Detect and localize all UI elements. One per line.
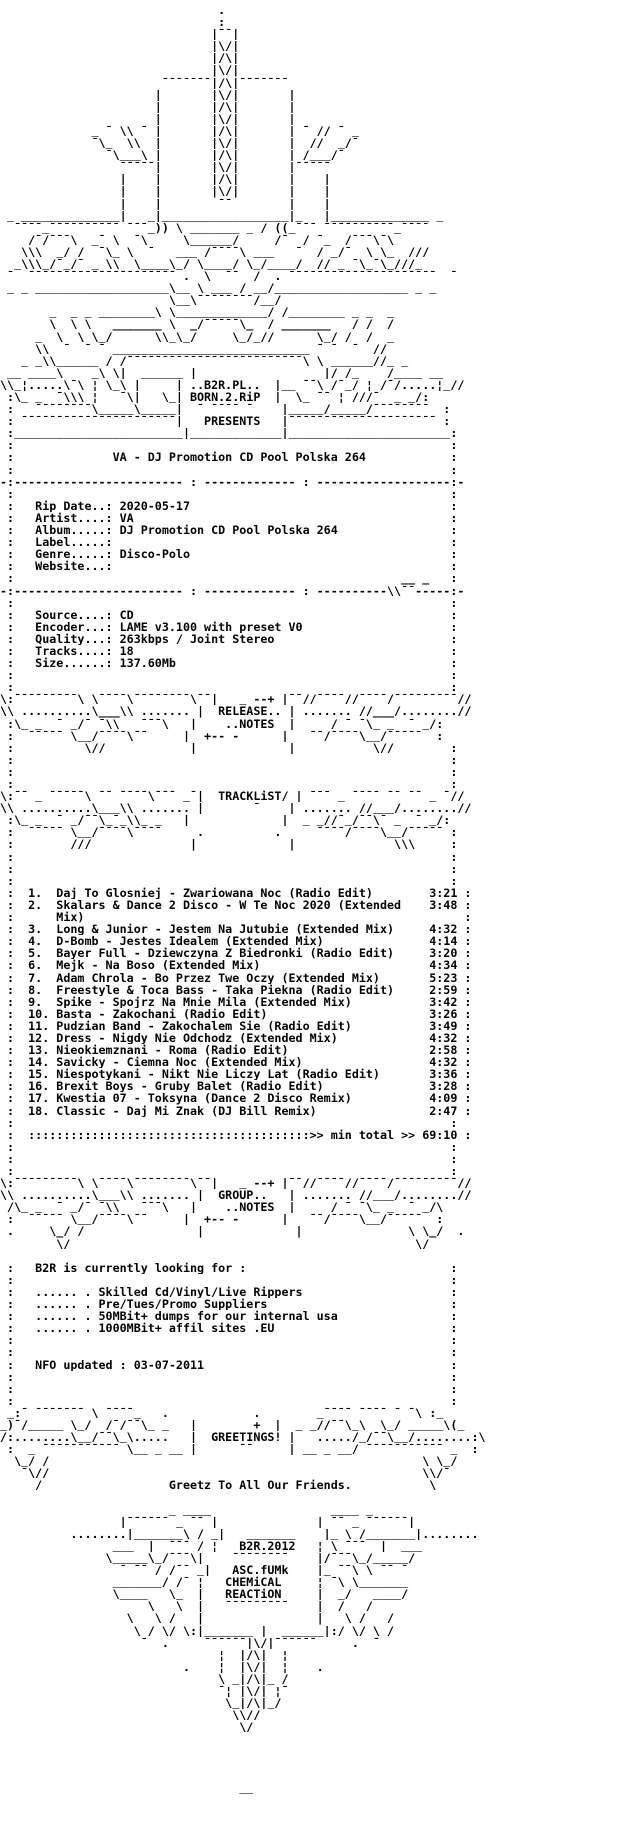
nfo-line: : __ _ : (0, 572, 458, 585)
nfo-line: _ _ _ ________\ \_____________/ /________ _ _ _ (0, 306, 395, 319)
nfo-line: ¯ ¯¯¯¯¯¯¯¯¯¯¯¯¯¯¯¯¯¯¯¯¯ . \ ¯¯ / . ¯¯¯¯¯¯¯¯¯¯¯¯¯¯¯¯¯¯¯¯¯ ¯ (0, 270, 458, 283)
nfo-line: : 11. Pudzian Band - Zakochalem Sie (Radio Edit) 3:49 : (0, 1019, 472, 1032)
nfo-line: _ _\\______ / /¯¯¯¯¯¯¯¯¯¯¯¯¯¯¯¯¯¯¯¯¯¯¯¯¯\ \ ______//_ _ (0, 354, 409, 367)
nfo-line: : 9. Spike - Spojrz Na Mnie Mila (Extended Mix) 3:42 : (0, 995, 472, 1008)
nfo-line: : ¯¯¯¯¯ \__/¯¯¯¯\¯¯ | +-- - | ¯¯/¯¯¯¯\__/¯¯¯¯¯ : (0, 729, 444, 742)
nfo-line: _\\\_/¯_/¯ _ \\ \____\_/ \____/ \_/____/ // _ ¯\_¯\_///_ (0, 257, 423, 271)
nfo-line: \\_¦.....\¯\ ¦ \_\ | | ..B2R.PL.. |__ ¯¯\ /¯_/ ¦ /¯/.....¦_// (0, 378, 465, 391)
nfo-line: ¯\___\ | |/\| | /___/¯ (0, 149, 345, 162)
nfo-line: /:........\__/¯¯\_\..... | GREETINGS! | ...../_/¯¯\__/........:\ (0, 1431, 486, 1444)
nfo-line: : ...... . Skilled Cd/Vinyl/Live Rippers : (0, 1285, 458, 1299)
nfo-line: . ¦ |\/| ¦ . (0, 1660, 324, 1673)
nfo-line: : : (0, 681, 458, 694)
nfo-line: \:¯¯¯¯¯¯¯¯¯\ \¯¯¯¯\¯¯¯¯¯¯¯¯\¯¯| _ --+ |¯¯//¯¯¯¯//¯¯¯¯/¯¯¯¯¯¯¯¯¯// (0, 1177, 472, 1190)
nfo-line: : ¯¯¯¯¯¯¯¯\_____\_____| ¯ ¯¯¯¯ ¯ |_____/_____/¯¯¯¯¯¯¯¯ : (0, 403, 451, 416)
nfo-line (0, 1492, 632, 1504)
nfo-line: : : (0, 1382, 458, 1395)
nfo-line: |¯¯¯¯¯¯ _ ¯¯ | | ¯¯ _ ¯¯¯¯¯¯| (0, 1515, 416, 1528)
nfo-line: : Tracks....: 18 : (0, 644, 458, 658)
nfo-line: | | |/\| | | (0, 173, 331, 186)
nfo-line: : ...... . 1000MBit+ affil sites .EU : (0, 1322, 458, 1335)
nfo-line: _ ______________| _|__________________|_ |______________ _ (0, 209, 444, 222)
nfo-line: : : (0, 778, 458, 791)
nfo-line: : ...... . Pre/Tues/Promo Suppliers : (0, 1298, 458, 1311)
nfo-line: : /// | | \\\ : (0, 838, 458, 851)
nfo-line: : 12. Dress - Nigdy Nie Odchodz (Extended Mix) 4:32 : (0, 1031, 472, 1045)
nfo-line: : _ ¯¯¯¯¯¯¯¯¯¯¯ \__ _ __ | ¯¯ | __ _ __/ ¯¯¯¯¯¯¯¯¯¯¯ _ : (0, 1443, 479, 1456)
nfo-line: _)¯/_____ \_/ /¯/¯¯\_ _ | + | _ _//¯¯\_\ \_/ _____\(_ (0, 1418, 465, 1432)
nfo-line: : 17. Kwestia 07 - Toksyna (Dance 2 Disco Remix) 4:09 : (0, 1092, 472, 1105)
nfo-line: : 3. Long & Junior - Jestem Na Jutubie (Extended Mix) 4:32 : (0, 923, 472, 936)
nfo-line: : 18. Classic - Daj Mi Znak (DJ Bill Remix) 2:47 : (0, 1104, 472, 1117)
nfo-line: | | |\/| | | (0, 185, 331, 198)
nfo-line: :\_ _ ¯ _/¯¯\_¯_\\_ _ | | _ _//¯_/¯¯\¯ _ ¯ _/: (0, 814, 451, 827)
nfo-line: ¯¯¯¯_¯¯¯¯¯¯¯¯¯¯ ¯¯¯_)) \ _______ _ / ((_¯¯¯ ¯¯¯¯¯¯¯¯¯¯_¯¯¯¯ (0, 221, 430, 234)
nfo-line: \\ ¯ ¯ ¯ ____________________________ ¯ ¯ ¯ // (0, 342, 388, 355)
nfo-line: : : (0, 1394, 458, 1407)
nfo-line: \__\¯¯¯¯¯¯¯¯/__/ (0, 294, 282, 307)
nfo-line: : : (0, 1334, 458, 1347)
nfo-text (0, 4, 632, 1794)
nfo-line: | | ¯¯ | | (0, 197, 331, 210)
nfo-line: _ \ \ \_/ \\_\_/ \_/_// \_/ / / _ (0, 330, 395, 343)
nfo-line: : : (0, 765, 458, 778)
nfo-line: -:------------------------ : ------------- : -------------------:- (0, 475, 465, 488)
nfo-line: : Quality...: 263kbps / Joint Stereo : (0, 632, 458, 645)
nfo-line: ¯ . ¯¯¯¯¯¯|\/|¯¯¯¯¯¯ . ¯ (0, 1636, 380, 1649)
nfo-line: :\_ _ ¯\\\ ¦ ¯\| \_| BORN.2.RiP | \_ ¯¯ ¦ ///¯ _ _/: (0, 391, 430, 404)
nfo-line: : : (0, 487, 458, 500)
nfo-line: : Encoder...: LAME v3.100 with preset V0 : (0, 620, 458, 633)
nfo-line: : : (0, 1116, 458, 1129)
nfo-line: : : (0, 463, 458, 476)
nfo-line: \\ ..........\___\\ ....... | ¯ | ....... //___/........// (0, 802, 472, 815)
nfo-line: / Greetz To All Our Friends. \ (0, 1479, 437, 1492)
nfo-line: : : (0, 1346, 458, 1359)
nfo-line: /\_ _ ¯ _/¯ ¯\\ ¯¯¯\ | ..NOTES | / ¯ ¯\_ _ ¯ _/\ (0, 1201, 444, 1214)
nfo-line: ¯¯¯¯¯| |\/| |¯¯¯¯¯ (0, 161, 331, 174)
nfo-line: \\ ..........\___\\ ....... | GROUP.. | ....... //___/........// (0, 1189, 472, 1202)
nfo-line: : : (0, 1370, 458, 1383)
nfo-line: \ \ | ¯¯¯¯¯¯¯¯¯ | / / (0, 1600, 373, 1613)
nfo-line: __ (0, 1781, 254, 1794)
nfo-line: : ¯¯¯¯¯¯¯¯¯¯¯¯¯¯¯¯¯¯¯¯¯¯| PRESENTS |¯¯¯¯¯¯¯¯¯¯¯¯¯¯¯¯¯¯¯¯¯ : (0, 415, 451, 428)
nfo-line: |\/| (0, 64, 240, 77)
nfo-line: : : (0, 1165, 458, 1178)
nfo-line: _ ¯ \\ ¯ | |/\| | ¯ // ¯ _ (0, 124, 359, 138)
nfo-line: : Genre.....: Disco-Polo : (0, 548, 458, 561)
nfo-line (0, 1746, 632, 1758)
nfo-line: : 14. Savicky - Ciemna Noc (Extended Mix) 4:32 : (0, 1056, 472, 1069)
nfo-line: |\/| (0, 40, 240, 53)
nfo-line: \\\ _/ / ¯\_ \ ¯ ___ /¯¯¯¯\ ___ ¯ / _/¯ \ \_ /// (0, 245, 430, 258)
nfo-line: : : (0, 669, 458, 682)
nfo-line: : Size......: 137.60Mb : (0, 657, 458, 670)
nfo-line: : ::::::::::::::::::::::::::::::::::::::::>> min total >> 69:10 : (0, 1128, 472, 1141)
nfo-line: : 5. Bayer Full - Dziewczyna Z Biedronki (Radio Edit) 3:20 : (0, 947, 472, 960)
nfo-line: : Album.....: DJ Promotion CD Pool Polska 264 : (0, 524, 458, 537)
nfo-line: |¯¯| (0, 28, 240, 41)
nfo-line: \/ \/ (0, 1237, 430, 1250)
nfo-line: ¯\// \\/¯ (0, 1467, 451, 1480)
nfo-line: ¯ ¯¯ / /¯¯ _| ASC.fUMk |_ ¯¯\ \ ¯¯ ¯ (0, 1564, 409, 1577)
nfo-line: : B2R is currently looking for : : (0, 1261, 458, 1274)
nfo-line: \ \ / | | \ / / (0, 1612, 395, 1625)
nfo-line: \:¯¯ _ ¯¯¯¯¯\ ¯¯ ¯¯¯¯\¯¯¯ _¯| TRACKLiST/ | ¯¯¯ _ ¯¯¯¯ ¯¯ ¯¯ _ ¯// (0, 790, 465, 803)
nfo-line: _ _ ___________________\__ \ ___ / __/___________________ _ _ (0, 282, 437, 295)
nfo-line: | |\/| | (0, 112, 296, 125)
nfo-line: : : (0, 753, 458, 766)
nfo-line: \ \ \ _______ \ _/¯¯¯¯¯\_ / _______ / / / (0, 318, 395, 331)
nfo-line: : : (0, 850, 458, 863)
nfo-line: : 16. Brexit Boys - Gruby Balet (Radio Edit) 3:28 : (0, 1080, 472, 1093)
nfo-line: ¯¦ |\/| ¦¯ (0, 1685, 289, 1698)
nfo-line: : NFO updated : 03-07-2011 : (0, 1358, 458, 1371)
nfo-line: : Rip Date..: 2020-05-17 : (0, 499, 458, 512)
nfo-line: \_/ / \ \_/ (0, 1455, 458, 1468)
nfo-line: \\ ..........\___\\ ....... | RELEASE.. | ....... //___/........// (0, 705, 472, 718)
nfo-line: : : (0, 862, 458, 875)
nfo-line: ¦ |/\| ¦ (0, 1648, 289, 1661)
nfo-line (0, 1250, 632, 1262)
nfo-line: \_|/\|_/ (0, 1697, 282, 1710)
nfo-line: : 8. Freestyle & Toca Bass - Taka Piekna (Radio Edit) 2:59 : (0, 983, 472, 996)
nfo-line: . \_/ / | | \ \_/ . (0, 1225, 465, 1238)
nfo-line: : : (0, 1152, 458, 1165)
nfo-line: : : (0, 1140, 458, 1153)
nfo-line: :\_ _ ¯ _/¯ ¯\\ ¯¯¯\ | ..NOTES | / ¯ ¯\_ _ ¯ _/: (0, 717, 444, 730)
nfo-line: : : (0, 439, 458, 452)
nfo-line: | |\/| | (0, 88, 296, 101)
nfo-line: \_____\_/¯¯¯\| ¯¯¯¯¯¯¯¯ |/¯¯¯\_/_____/ (0, 1552, 416, 1565)
nfo-line: : ¯¯¯¯¯ \__/¯¯¯¯\¯¯¯¯ . . ¯¯¯¯/¯¯¯¯\__/¯¯¯¯¯ : (0, 826, 458, 839)
nfo-line: : (0, 16, 226, 29)
nfo-line: : : (0, 874, 458, 887)
nfo-line: -:------------------------ : ------------- : ----------\\¯¯-----:- (0, 584, 465, 597)
nfo-line: ¯¯¯¯¯¯¯|/\|¯¯¯¯¯¯¯ (0, 76, 289, 89)
nfo-line: ........|_______\ / _| _______ |_ \ /_______|........ (0, 1527, 479, 1540)
nfo-line: : : (0, 1273, 458, 1286)
nfo-line: : 1. Daj To Glosniej - Zwariowana Noc (Radio Edit) 3:21 : (0, 886, 472, 899)
nfo-line: : VA - DJ Promotion CD Pool Polska 264 : (0, 451, 458, 464)
nfo-line: _:¯ ¯¯¯¯¯¯¯ \ ¯¯¯¯_ . . _¯¯¯¯ ¯¯¯¯ ¯ ¯\ :_ (0, 1406, 444, 1419)
nfo-line: : Mix) : (0, 911, 472, 924)
nfo-line: : 7. Adam Chrola - Bo Przez Twe Oczy (Extended Mix) 5:23 : (0, 971, 472, 984)
nfo-line: \ _|/\|_ / (0, 1672, 289, 1686)
nfo-line: : 6. Mejk - Na Boso (Extended Mix) 4:34 : (0, 959, 472, 972)
nfo-line: \\// (0, 1709, 261, 1722)
nfo-line: \____ \_ | REACTiON | _/ ____/ (0, 1588, 409, 1601)
nfo-line: : 2. Skalars & Dance 2 Disco - W Te Noc 2020 (Extended 3:48 : (0, 898, 472, 912)
nfo-line (0, 1770, 632, 1782)
nfo-line (0, 1733, 632, 1745)
nfo-line: _______/ /¯ ¦ CHEMiCAL ¦ ¯\ \_______ (0, 1576, 409, 1589)
nfo-line: :________________________|_____________|_______________________: (0, 427, 458, 440)
nfo-line: : 10. Basta - Zakochani (Radio Edit) 3:26 : (0, 1007, 472, 1020)
nfo-line: _ ____ ____ _ (0, 1503, 373, 1516)
nfo-line: ___ | ¯¯¯ / ¦ B2R.2012 ¦ \ ¯¯¯ | ___ (0, 1539, 423, 1552)
nfo-line: \:¯¯¯¯¯¯¯¯¯\ \¯¯¯¯\¯¯¯¯¯¯¯¯\¯¯| _ --+ |¯¯//¯¯¯¯//¯¯¯¯/¯¯¯¯¯¯¯¯¯// (0, 693, 472, 706)
nfo-line: : ¯¯¯¯¯ \__/¯¯¯¯\¯¯ | +-- - | ¯¯/¯¯¯¯\__/¯¯¯¯¯ : (0, 1213, 444, 1226)
nfo-line: \ / \/ \:|_______ | ______|:/ \/ \ / (0, 1624, 395, 1637)
nfo-line: : Website...: : (0, 560, 458, 573)
nfo-line: __ ____\ _\ \| ______ | |/ /_ /____ __ (0, 366, 444, 379)
nfo-line: : Artist....: VA : (0, 511, 458, 525)
nfo-line: ¯\_ \\ | |\/| | // _/¯ (0, 137, 359, 150)
nfo-line (0, 1758, 632, 1770)
nfo-line: : Label.....: : (0, 536, 458, 549)
nfo-line: : ...... . 50MBit+ dumps for our internal usa : (0, 1310, 458, 1323)
nfo-line: : 13. Nieokiemznani - Roma (Radio Edit) 2:58 : (0, 1044, 472, 1057)
nfo-line: : \// | | \// : (0, 741, 458, 754)
nfo-line: |/\| (0, 52, 240, 65)
nfo-line: . (0, 4, 226, 17)
nfo-line: \/ (0, 1721, 254, 1734)
nfo-line: : 15. Niespotykani - Nikt Nie Liczy Lat (Radio Edit) 3:36 : (0, 1068, 472, 1081)
nfo-line: : Source....: CD : (0, 608, 458, 621)
nfo-line: : 4. D-Bomb - Jestes Idealem (Extended Mix) 4:14 : (0, 935, 472, 948)
nfo-line: | |/\| | (0, 100, 296, 113)
nfo-line: /¯/¯¯¯\ _¯ \ ¯\ \______/ /¯ / ¯_ /¯¯¯\¯\ (0, 233, 395, 246)
nfo-line: : : (0, 596, 458, 609)
